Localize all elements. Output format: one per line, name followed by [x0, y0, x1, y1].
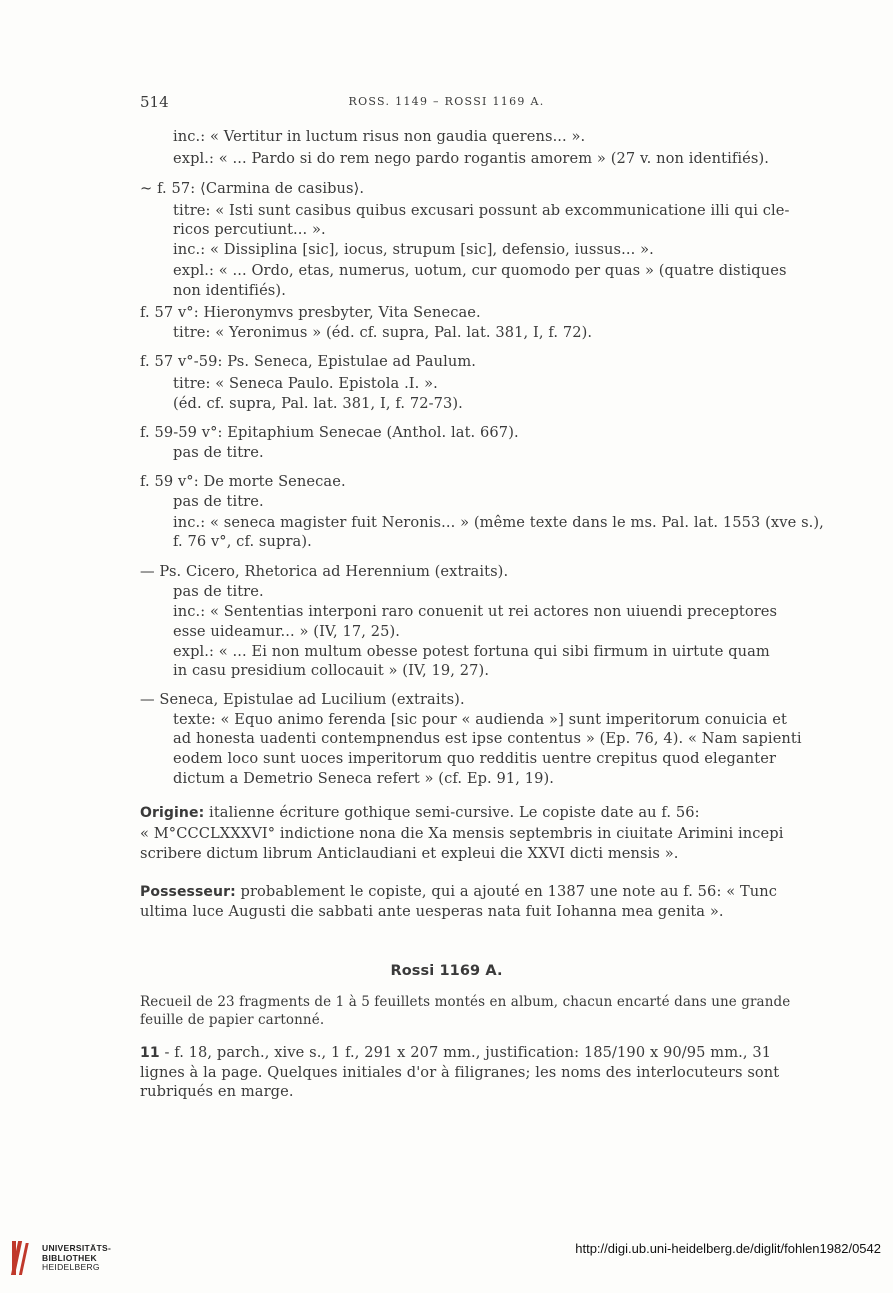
text-line: titre: « Seneca Paulo. Epistola .I. ».: [173, 375, 438, 392]
text-line: — Seneca, Epistulae ad Lucilium (extraits).: [140, 691, 465, 708]
logo-line: HEIDELBERG: [42, 1262, 100, 1272]
item-number: 11: [140, 1045, 160, 1061]
text-line: eodem loco sunt uoces imperitorum quo redditis uentre crepitus quod eleganter: [173, 750, 777, 767]
text-line: titre: « Yeronimus » (éd. cf. supra, Pal. lat. 381, I, f. 72).: [173, 324, 593, 341]
text-line: f. 57 v°: Hieronymvs presbyter, Vita Senecae.: [140, 304, 481, 321]
text-line: ricos percutiunt... ».: [173, 221, 326, 238]
text-line: — Ps. Cicero, Rhetorica ad Herennium (extraits).: [140, 563, 509, 580]
logo-line: UNIVERSITÄTS-: [42, 1243, 112, 1253]
possesseur-label: Possesseur:: [140, 884, 236, 900]
item-paragraph: [140, 1044, 771, 1062]
text-line: pas de titre.: [173, 493, 264, 510]
origine-label: Origine:: [140, 805, 205, 821]
origine-paragraph: [140, 804, 700, 822]
text-line: lignes à la page. Quelques initiales d'or à filigranes; les noms des interlocuteurs sont: [140, 1064, 780, 1081]
text-line: (éd. cf. supra, Pal. lat. 381, I, f. 72-73).: [173, 395, 463, 412]
text-line: ~ f. 57: ⟨Carmina de casibus⟩.: [140, 180, 365, 197]
text-line: inc.: « Sententias interponi raro conuenit ut rei actores non uiuendi preceptores: [173, 603, 778, 620]
text-line: inc.: « seneca magister fuit Neronis... » (même texte dans le ms. Pal. lat. 1553 (xve s.),: [173, 514, 824, 531]
text-line: f. 76 v°, cf. supra).: [173, 533, 312, 550]
text-line: - f. 18, parch., xive s., 1 f., 291 x 207 mm., justification: 185/190 x 90/95 mm., 31: [164, 1044, 772, 1061]
text-line: non identifiés).: [173, 282, 286, 299]
source-url-link[interactable]: http://digi.ub.uni-heidelberg.de/diglit/fohlen1982/0542: [575, 1241, 881, 1256]
text-line: esse uideamur... » (IV, 17, 25).: [173, 623, 401, 640]
library-name: [42, 1244, 111, 1273]
page-number: 514: [140, 93, 169, 111]
text-line: italienne écriture gothique semi-cursive. Le copiste date au f. 56:: [209, 804, 700, 821]
text-line: expl.: « ... Pardo si do rem nego pardo rogantis amorem » (27 v. non identifiés).: [173, 150, 770, 167]
text-line: f. 59-59 v°: Epitaphium Senecae (Anthol. lat. 667).: [140, 424, 519, 441]
text-line: ad honesta uadenti contempnendus est ipse contentus » (Ep. 76, 4). « Nam sapienti: [173, 730, 802, 747]
text-line: inc.: « Vertitur in luctum risus non gaudia querens... ».: [173, 128, 586, 145]
text-line: titre: « Isti sunt casibus quibus excusari possunt ab excommunicatione illi qui cle-: [173, 202, 790, 219]
text-line: probablement le copiste, qui a ajouté en 1387 une note au f. 56: « Tunc: [240, 883, 778, 900]
running-header: ROSS. 1149 – ROSSI 1169 A.: [348, 95, 545, 108]
text-line: inc.: « Dissiplina [sic], iocus, strupum [sic], defensio, iussus... ».: [173, 241, 654, 258]
text-line: ultima luce Augusti die sabbati ante uesperas nata fuit Iohanna mea genita ».: [140, 903, 724, 920]
text-line: rubriqués en marge.: [140, 1083, 294, 1100]
text-line: pas de titre.: [173, 583, 264, 600]
text-line: scribere dictum librum Anticlaudiani et expleui die XXVI dicti mensis ».: [140, 845, 679, 862]
text-line: feuille de papier cartonné.: [140, 1012, 325, 1028]
text-line: f. 59 v°: De morte Senecae.: [140, 473, 346, 490]
text-line: pas de titre.: [173, 444, 264, 461]
university-library-logo-icon: [10, 1237, 36, 1277]
text-line: « M°CCCLXXXVI° indictione nona die Xa mensis septembris in ciuitate Arimini incepi: [140, 825, 784, 842]
possesseur-paragraph: [140, 883, 777, 901]
text-line: Recueil de 23 fragments de 1 à 5 feuillets montés en album, chacun encarté dans une grande: [140, 994, 791, 1010]
logo-line: BIBLIOTHEK: [42, 1252, 97, 1263]
section-heading: Rossi 1169 A.: [390, 963, 503, 979]
text-line: expl.: « ... Ordo, etas, numerus, uotum, cur quomodo per quas » (quatre distiques: [173, 262, 787, 279]
text-line: dictum a Demetrio Seneca refert » (cf. Ep. 91, 19).: [173, 770, 555, 787]
text-line: in casu presidium collocauit » (IV, 19, 27).: [173, 662, 490, 679]
text-line: f. 57 v°-59: Ps. Seneca, Epistulae ad Paulum.: [140, 353, 477, 370]
text-line: texte: « Equo animo ferenda [sic pour « audienda »] sunt imperitorum conuicia et: [173, 711, 787, 728]
text-line: expl.: « ... Ei non multum obesse potest fortuna qui sibi firmum in uirtute quam: [173, 643, 770, 660]
